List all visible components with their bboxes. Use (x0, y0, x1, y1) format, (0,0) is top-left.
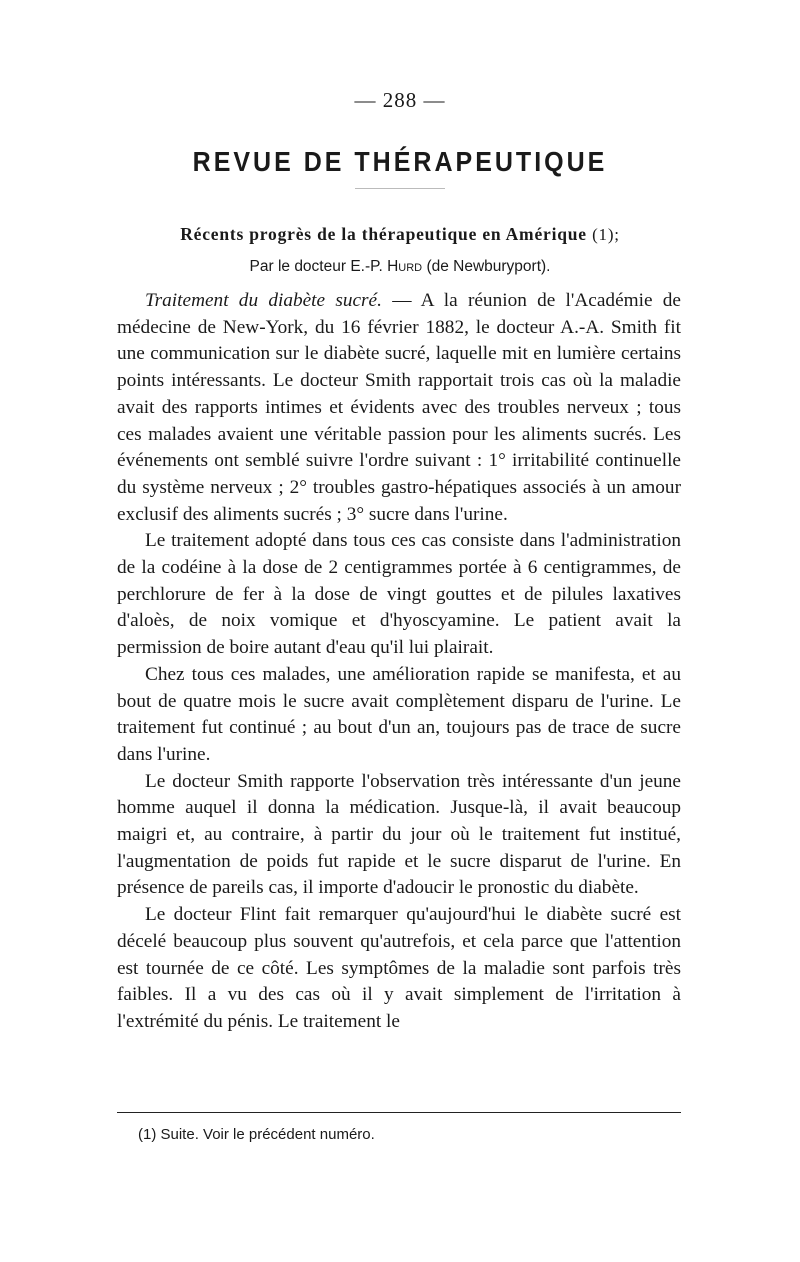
byline (0, 258, 800, 276)
paragraph: Chez tous ces malades, une amélioration rapide se manifesta, et au bout de quatre mois le sucre avait complètement disparu de l'urine. Le traitement fut continué ; au bout d'un an, toujours pas de trace de sucre dans l'urine. (117, 663, 681, 765)
article-title (0, 224, 800, 245)
footnote-divider (117, 1112, 681, 1113)
page-number: — 288 — (354, 88, 446, 112)
title-divider (355, 188, 445, 189)
section-heading: Traitement du diabète sucré. (145, 290, 382, 311)
footnote-ref: (1); (592, 225, 620, 244)
paragraph (117, 288, 681, 528)
paragraph: Le docteur Flint fait remarquer qu'aujourd'hui le diabète sucré est décelé beaucoup plus souvent qu'autrefois, et cela parce que l'attention est tournée de ce côté. Les symptômes de la maladie sont parfois très faibles. Il a vu des cas où il y avait simplement de l'irritation à l'extrémité du pénis. Le traitement le (117, 904, 681, 1032)
author-name: Hurd (387, 258, 423, 275)
byline-prefix: Par le docteur E.-P. (249, 258, 383, 275)
article-title-text: Récents progrès de la thérapeutique en Amérique (180, 224, 587, 244)
footnote: (1) Suite. Voir le précédent numéro. (138, 1126, 375, 1143)
article-body (117, 288, 681, 1036)
paragraph: Le traitement adopté dans tous ces cas consiste dans l'administration de la codéine à la dose de 2 centigrammes portée à 6 centigrammes, de perchlorure de fer à la dose de vingt gouttes et de pilules laxatives d'aloès, de noix vomique et d'hyoscyamine. Le patient avait la permission de boire autant d'eau qu'il lui plairait. (117, 530, 681, 659)
paragraph: Le docteur Smith rapporte l'observation très intéressante d'un jeune homme auquel il donna la médication. Jusque-là, il avait beaucoup maigri et, au contraire, à partir du jour où le traitement fut institué, l'augmentation de poids fut rapide et le sucre disparut de l'urine. En présence de pareils cas, il importe d'adoucir le pronostic du diabète. (117, 770, 681, 899)
journal-title: REVUE DE THÉRAPEUTIQUE (192, 146, 608, 178)
paragraph-text: — A la réunion de l'Académie de médecine de New-York, du 16 février 1882, le docteur A.-A. Smith fit une communication sur le diabète sucré, laquelle mit en lumière certains points intéressants. Le docteur Smith rapportait trois cas où la maladie avait des rapports intimes et évidents avec des troubles nerveux ; tous ces malades avaient une véritable passion pour les aliments sucrés. Les événements ont semblé suivre l'ordre suivant : 1° irritabilité continuelle du système nerveux ; 2° troubles gastro-hépatiques associés à un amour exclusif des aliments sucrés ; 3° sucre dans l'urine. (117, 290, 681, 525)
byline-suffix: (de Newburyport). (426, 258, 551, 275)
